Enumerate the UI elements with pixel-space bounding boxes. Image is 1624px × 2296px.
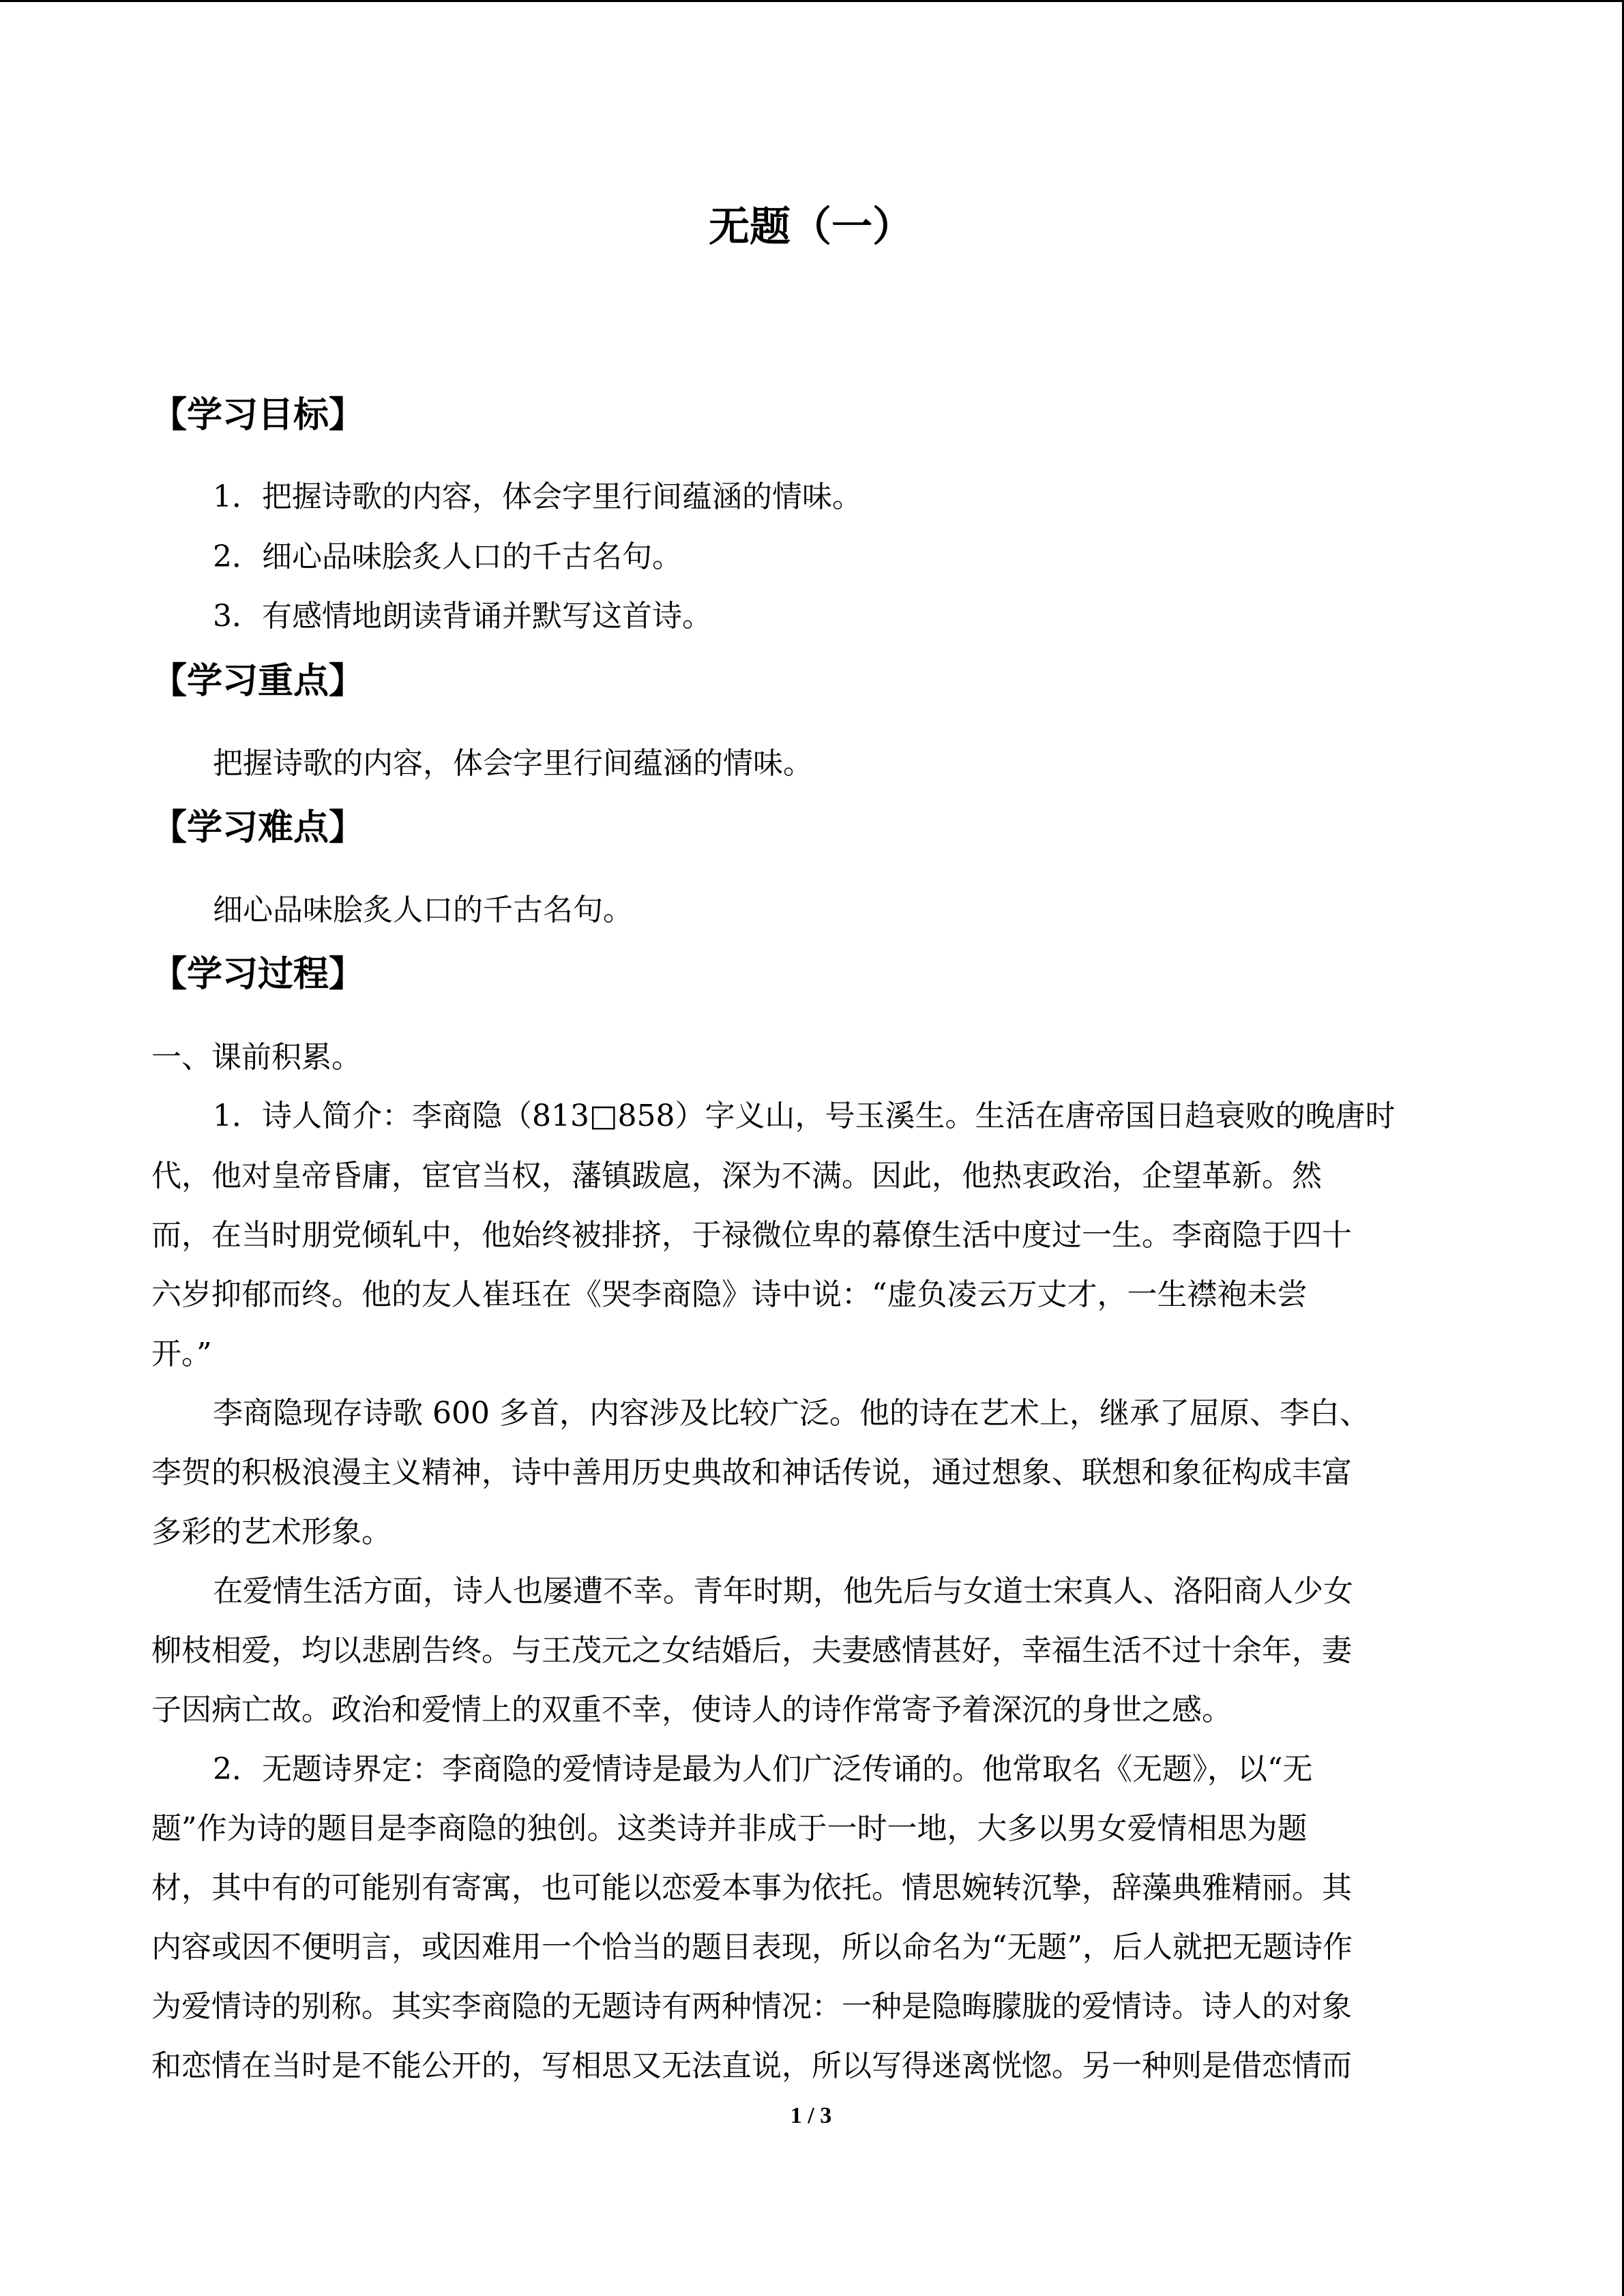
paragraph-line: 在爱情生活方面，诗人也屡遭不幸。青年时期，他先后与女道士宋真人、洛阳商人少女 bbox=[213, 1574, 1353, 1609]
paragraph-line: 和恋情在当时是不能公开的，写相思又无法直说，所以写得迷离恍惚。另一种则是借恋情而 bbox=[151, 2048, 1352, 2083]
section-heading-objectives: 【学习目标】 bbox=[151, 395, 365, 436]
difficulties-text: 细心品味脍炙人口的千古名句。 bbox=[213, 893, 633, 927]
paragraph-line: 柳枝相爱，均以悲剧告终。与王茂元之女结婚后，夫妻感情甚好，幸福生活不过十余年，妻 bbox=[151, 1633, 1352, 1668]
paragraph-line: 代，他对皇帝昏庸，宦官当权，藩镇跋扈，深为不满。因此，他热衷政治，企望革新。然 bbox=[151, 1159, 1322, 1193]
section-heading-key-points: 【学习重点】 bbox=[151, 661, 365, 702]
objective-item: 2．细心品味脍炙人口的千古名句。 bbox=[213, 539, 682, 574]
paragraph-line: 2．无题诗界定：李商隐的爱情诗是最为人们广泛传诵的。他常取名《无题》，以“无 bbox=[213, 1752, 1313, 1787]
paragraph-line: 李贺的积极浪漫主义精神，诗中善用历史典故和神话传说，通过想象、联想和象征构成丰富 bbox=[151, 1455, 1352, 1490]
paragraph-line: 题”作为诗的题目是李商隐的独创。这类诗并非成于一时一地，大多以男女爱情相思为题 bbox=[151, 1811, 1308, 1846]
paragraph-line: 开。” bbox=[151, 1337, 212, 1371]
paragraph-line: 内容或因不便明言，或因难用一个恰当的题目表现，所以命名为“无题”，后人就把无题诗作 bbox=[151, 1930, 1353, 1965]
document-title: 无题（一） bbox=[709, 203, 913, 251]
objective-item: 1．把握诗歌的内容，体会字里行间蕴涵的情味。 bbox=[213, 479, 862, 514]
process-subheading: 一、课前积累。 bbox=[151, 1040, 361, 1075]
paragraph-line: 材，其中有的可能别有寄寓，也可能以恋爱本事为依托。情思婉转沉挚，辞藻典雅精丽。其 bbox=[151, 1870, 1352, 1905]
paragraph-line: 六岁抑郁而终。他的友人崔珏在《哭李商隐》诗中说：“虚负凌云万丈才，一生襟袍未尝 bbox=[151, 1277, 1308, 1312]
objective-item: 3．有感情地朗读背诵并默写这首诗。 bbox=[213, 599, 712, 633]
paragraph-line: 而，在当时朋党倾轧中，他始终被排挤，于禄微位卑的幕僚生活中度过一生。李商隐于四十 bbox=[151, 1218, 1352, 1253]
paragraph-line: 多彩的艺术形象。 bbox=[151, 1515, 392, 1549]
paragraph-line: 李商隐现存诗歌 600 多首，内容涉及比较广泛。他的诗在艺术上，继承了屈原、李白、 bbox=[213, 1396, 1370, 1431]
paragraph-line: 子因病亡故。政治和爱情上的双重不幸，使诗人的诗作常寄予着深沉的身世之感。 bbox=[151, 1693, 1232, 1727]
section-heading-difficulties: 【学习难点】 bbox=[151, 807, 365, 848]
paragraph-line: 为爱情诗的别称。其实李商隐的无题诗有两种情况：一种是隐晦朦胧的爱情诗。诗人的对象 bbox=[151, 1989, 1352, 2024]
paragraph-line: 1．诗人简介：李商隐（813□858）字义山，号玉溪生。生活在唐帝国日趋衰败的晚唐时 bbox=[213, 1099, 1396, 1133]
page-number: 1 / 3 bbox=[790, 2103, 832, 2128]
section-heading-process: 【学习过程】 bbox=[151, 954, 365, 995]
key-points-text: 把握诗歌的内容，体会字里行间蕴涵的情味。 bbox=[213, 746, 813, 781]
